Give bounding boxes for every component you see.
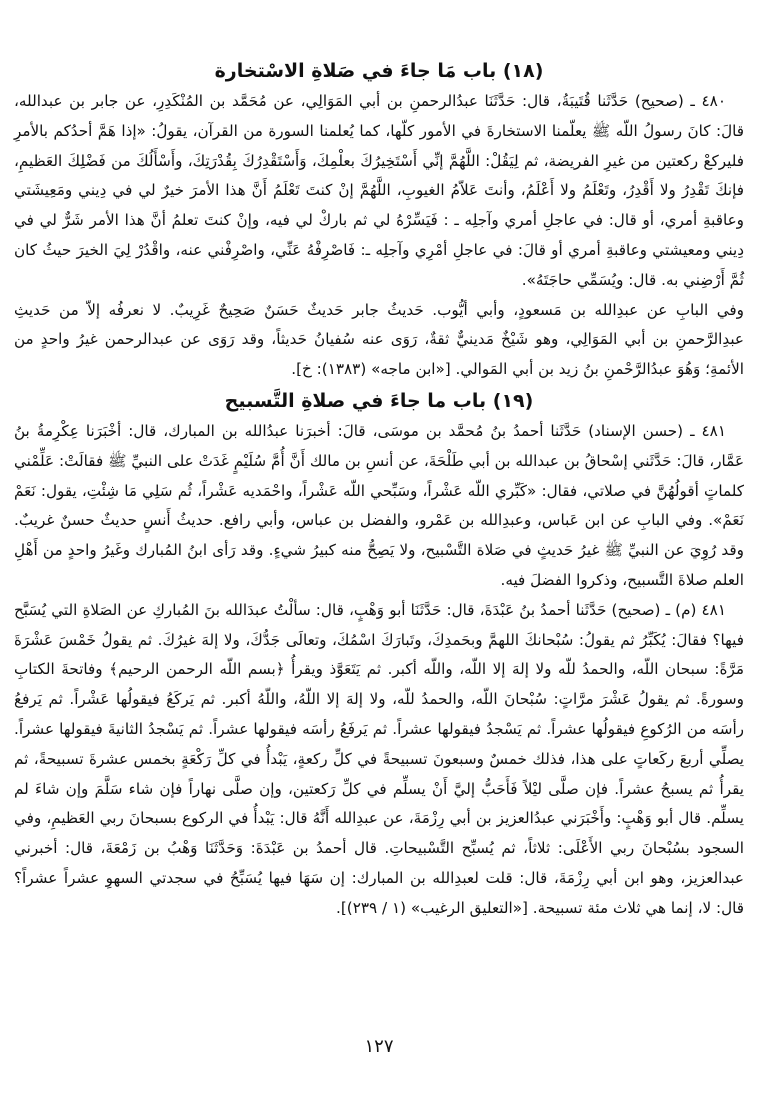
hadith-block-istikhara xyxy=(14,87,744,385)
document-page xyxy=(14,55,744,924)
section-heading-tasbih: (١٩) باب ما جاءَ في صلاةِ التَّسبيح xyxy=(224,389,534,412)
hadith-block-tasbih xyxy=(14,417,744,924)
hadith-paragraph: ٤٨١ (م) ـ (صحيح) حَدَّثَنا أحمدُ بنُ عَبْدَةَ، قال: حَدَّثَنَا أبو وَهْبٍ، قال: سألْتُ عبدَالله بنَ المُباركِ عن الصَلاةِ التي يُسَبَّح فيها؟ فقالَ: يُكَبِّرُ ثم يقولُ: سُبْحانكَ اللهمَّ وبحَمدِكَ، وتَبارَكَ اسْمُكَ، وتعالَى جَدُّكَ، ولا إلهَ غيرُكَ. ثم يقولُ خَمْسَ عَشْرَةَ مَرَّةً: سبحان اللّه، والحمدُ للّه ولا إلهَ إلا اللّه، واللّه أكبر. ثم يَتَعَوَّذ ويقرأُ ﴿بسم اللّه الرحمن الرحيم﴾ وفاتحةَ الكتابِ وسورةً. ثم يقولُ عَشْرَ مرَّاتٍ: سُبْحانَ اللّه، والحمدُ للّه، ولا إلهَ إلا اللّهُ، واللّهُ أكبر. ثم يَركَعُ فيقولُها عَشْراً. ثم يَرفعُ رأسَه من الرُكوعِ فيقولُها عشراً. ثم يَسْجدُ فيقولها عشراً. ثم يَرفَعُ رأسَه فيقولها عشراً. ثم يَسْجدُ الثانيةَ فيقولها عشراً. يصلِّي أربعَ ركَعاتٍ على هذا، فذلك خمسٌ وسبعونَ تسبيحةً في كلِّ ركعةٍ، يَبْدأُ في كلِّ رَكْعَةٍ بخمس عشرةَ تسبيحةً، ثم يقرأُ ثم يسبحُ عشراً. فإن صلَّى ليْلاً فَأَحَبُّ إليَّ أَنْ يسلِّم في كلِّ رَكعتين، وإن صلَّى نهاراً فإن شاء سَلَّمَ وإن شاءَ لم يسلِّم. قال أبو وَهْبٍ: وأَخْبَرَني عبدُالعزيز بن أبي رِزْمَةَ، عن عبدِالله أَنَّهُ قال: يَبْدأُ في الركوع بسبحانَ ربي العَظيمِ، وفي السجود بسُبْحانَ ربي الأَعْلَى: ثلاثاً، ثم يُسبِّح التَّسْبيحاتِ. قال أحمدُ بن عَبْدَةَ: وَحَدَّثَنَا وَهْبُ بن زَمْعَةَ، قال: أخبرني عبدالعزيز، وهو ابن أبي رِزْمَةَ، قال: قلت لعبدِالله بن المبارك: إن سَهَا فيها يُسَبِّحُ في سجدتي السهوِ عشراً عشراً؟ قال: لا، إنما هي ثلاث مئة تسبيحة. [«التعليق الرغيب» (١ / ٢٣٩)]. xyxy=(14,600,744,917)
hadith-paragraph: ٤٨١ ـ (حسن الإسناد) حَدَّثَنا أحمدُ بنُ مُحمَّد بن موسَى، قالَ: أخبرَنا عبدُالله بن المبارك، قال: أخْبَرَنا عِكْرِمةُ بنُ عَمَّار، قالَ: حَدَّثَني إسْحاقُ بن عبدالله بن أبي طَلْحَةَ، عن أنسِ بن مالك أَنَّ أُمَّ سُلَيْمٍ غَدَتْ على النبيِّ ﷺ فقالَتْ: عَلِّمْني كلماتٍ أقولُهُنَّ في صلاتي، فقال: «كَبِّري اللّه عَشْراً، وسَبِّحي اللّه عَشْراً، واحْمَديه عَشْراً، ثُم سَلِي مَا شِئْتِ، يقول: نَعَمْ نَعَمْ». وفي البابِ عن ابن عَباس، وعبدِالله بن عَمْرو، والفضل بن عباس، وأبي رافع. حديثُ أَنسٍ حديثٌ حسنٌ غريبٌ. وقد رُوِيَ عن النبيِّ ﷺ غيرُ حَديثٍ في صَلاة التَّسْبيح، ولا يَصِحُّ منه كبيرُ شيءٍ. وقد رَأى ابنُ المُبارك وغَيرُ واحدٍ من أَهْلِ العلم صلاةَ التَّسبيح، وذكروا الفضلَ فيه. xyxy=(14,421,744,589)
commentary-paragraph: وفي البابِ عن عبدِالله بن مَسعودٍ، وأبي أيُّوب. حَديثُ جابر حَديثٌ حَسَنٌ صَحِيحٌ غَرِيبٌ. لا نعرفُه إلاّ من حَديثِ عبدِالرَّحمنِ بن أبي المَوَالِي، وهو شَيْخٌ مَدينيٌّ ثقةٌ، رَوَى عنه سُفيانُ حَديثاً، وقد رَوَى عن عبدالرحمن غيرُ واحدٍ من الأئمةِ؛ وَهُوَ عبدُالرَّحْمنِ بنُ زيد بن أبي المَوالي. [«ابن ماجه» (١٣٨٣): خ]. xyxy=(14,300,744,379)
section-heading-istikhara: (١٨) باب مَا جاءَ في صَلاةِ الاسْتخارة xyxy=(214,60,544,82)
page-number: ١٢٧ xyxy=(364,1036,394,1057)
hadith-paragraph: ٤٨٠ ـ (صحيح) حَدَّثَنا قُتَيبَةُ، قال: حَدَّثَنَا عبدُالرحمنِ بن أبي المَوَالِي، عن مُحَمَّد بن المُنْكَدِرِ، عن جابر بن عبدالله، قالَ: كانَ رسولُ اللّه ﷺ يعلّمنا الاستخارةَ في الأمور كلّها، كما يُعلمنا السورة من القرآن، يقولُ: «إذا هَمَّ أحدُكم بالأمرِ فليركعْ ركعتين من غيرِ الفريضة، ثم لِيَقُلْ: اللَّهُمَّ إنِّي أَسْتَخِيرُكَ بعلْمِكَ، وَأَسْتَقْدِرُكَ بِقُدْرَتِكَ، وأَسْأَلُكَ من فَضْلِكَ العَظيمِ، فإنكَ تَقْدِرُ ولا أَقْدِرُ، وتَعْلَمُ ولا أَعْلَمُ، وأنتَ عَلاّمُ الغيوبِ، اللَّهُمَّ إنْ كنتَ تَعْلَمُ أَنَّ هذا الأمرَ خيرٌ لي في دِيني ومَعِيشَتي وعاقبةِ أمري، أو قال: في عاجلِ أمري وآجلِه ـ : فَيَسِّرْهُ لي ثم باركْ لي فيه، وإنْ كنتَ تعلمُ أنَّ هذا الأمر شَرٌّ لي في دِيني ومعيشتي وعاقبةِ أمري أو قالَ: في عاجلِ أمْرِي وآجلِه ـ: فَاصْرِفْهُ عَنِّي، واصْرِفْني عنه، واقْدُرْ لِيَ الخيرَ حيثُ كان ثُمَّ أَرْضِني به. قال: ويُسَمِّي حاجَتَهُ». xyxy=(14,92,744,289)
